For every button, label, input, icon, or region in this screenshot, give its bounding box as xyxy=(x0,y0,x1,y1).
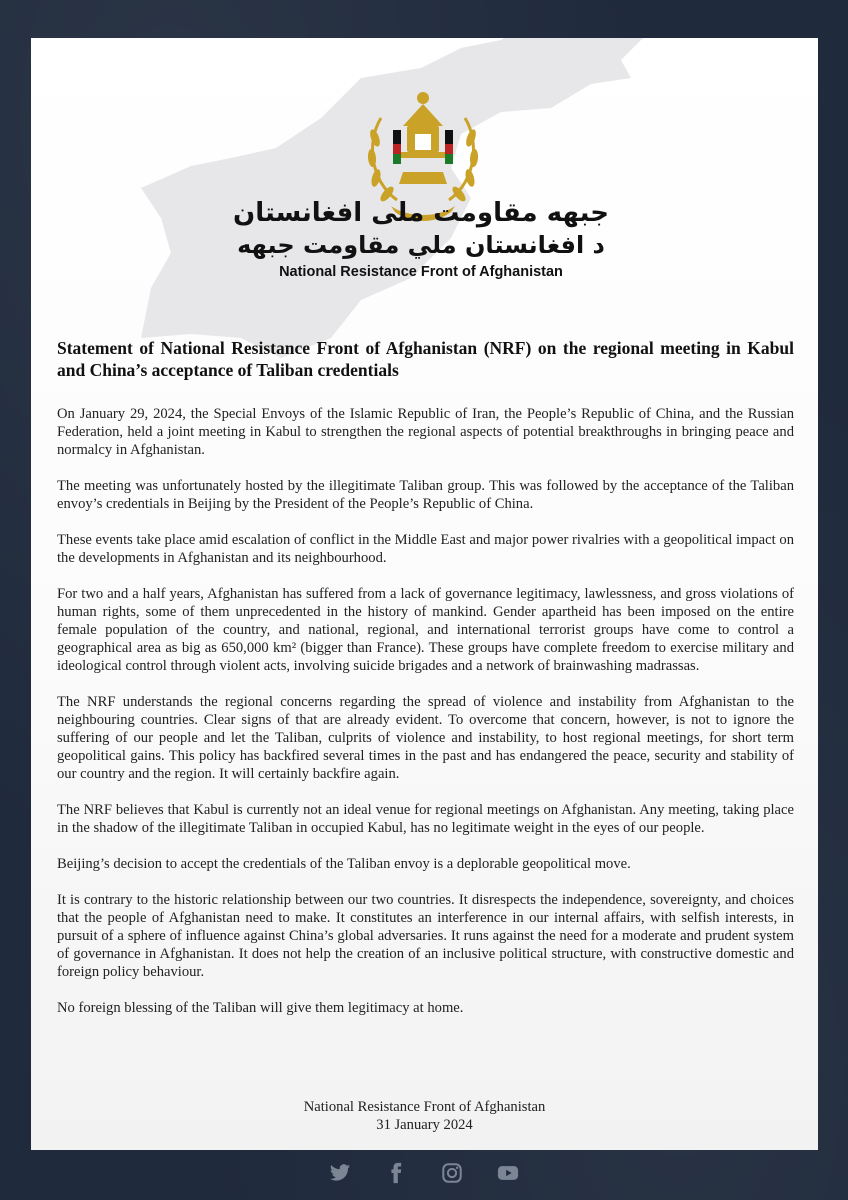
paragraph: No foreign blessing of the Taliban will give them legitimacy at home. xyxy=(57,1000,464,1016)
paragraph: Beijing’s decision to accept the credentials of the Taliban envoy is a deplorable geopolitical move. xyxy=(57,856,631,872)
social-links xyxy=(0,1158,848,1188)
org-name-dari: جبهه مقاومت ملی افغانستان xyxy=(233,198,609,228)
statement-title: Statement of National Resistance Front of Afghanistan (NRF) on the regional meeting in Kabul and China’s acceptance of Taliban credentials xyxy=(57,338,794,380)
twitter-icon[interactable] xyxy=(329,1162,351,1184)
paragraph: It is contrary to the historic relationship between our two countries. It disrespects the independence, sovereignty, and choices that the people of Afghanistan need to make. It constitutes an interference in our internal affairs, with selfish interests, in pursuit of a sphere of influence against China’s global adversaries. It runs against the need for a moderate and prudent system of governance in Afghanistan. It does not help the creation of an inclusive political structure, with constructive domestic and foreign policy behaviour. xyxy=(57,892,794,980)
paragraph: For two and a half years, Afghanistan has suffered from a lack of governance legitimacy, lawlessness, and gross violations of human rights, some of them unprecedented in the history of mankind. Gender apartheid has been imposed on the entire female population of the country, and national, regional, and international terrorist groups have come to control a geographical area as big as 650,000 km² (bigger than France). These groups have complete freedom to exercise military and ideological control through violent acts, involving suicide brigades and a network of brainwashing madrassas. xyxy=(57,586,794,674)
facebook-icon[interactable] xyxy=(385,1162,407,1184)
signature-date: 31 January 2024 xyxy=(376,1117,473,1133)
statement-page xyxy=(31,38,818,1150)
paragraph: These events take place amid escalation of conflict in the Middle East and major power rivalries with a geopolitical impact on the developments in Afghanistan and its neighbourhood. xyxy=(57,532,794,566)
signature-org: National Resistance Front of Afghanistan xyxy=(303,1099,546,1115)
signature-block xyxy=(31,1098,818,1134)
paragraph: The NRF believes that Kabul is currently not an ideal venue for regional meetings on Afghanistan. Any meeting, taking place in the shadow of the illegitimate Taliban in occupied Kabul, has no legitimate weight in the eyes of our people. xyxy=(57,802,794,836)
instagram-icon[interactable] xyxy=(441,1162,463,1184)
paragraph: The NRF understands the regional concerns regarding the spread of violence and instability from Afghanistan to the neighbouring countries. Clear signs of that are already evident. To overcome that concern, however, is not to ignore the suffering of our people and let the Taliban, culprits of violence and instability, to host regional meetings, for short term geopolitical gains. This policy has backfired several times in the past and has endangered the peace, security and stability of our country and the region. It will certainly backfire again. xyxy=(57,694,794,782)
statement-body xyxy=(57,405,794,1035)
paragraph: On January 29, 2024, the Special Envoys of the Islamic Republic of Iran, the People’s Republic of China, and the Russian Federation, held a joint meeting in Kabul to strengthen the regional aspects of potential breakthroughs in bringing peace and normalcy in Afghanistan. xyxy=(57,406,794,458)
youtube-icon[interactable] xyxy=(497,1162,519,1184)
paragraph: The meeting was unfortunately hosted by the illegitimate Taliban group. This was followed by the acceptance of the Taliban envoy’s credentials in Beijing by the President of the People’s Republic of China. xyxy=(57,478,794,512)
org-name-pashto: د افغانستان ملي مقاومت جبهه xyxy=(237,231,605,259)
org-name-english: National Resistance Front of Afghanistan xyxy=(279,264,563,280)
